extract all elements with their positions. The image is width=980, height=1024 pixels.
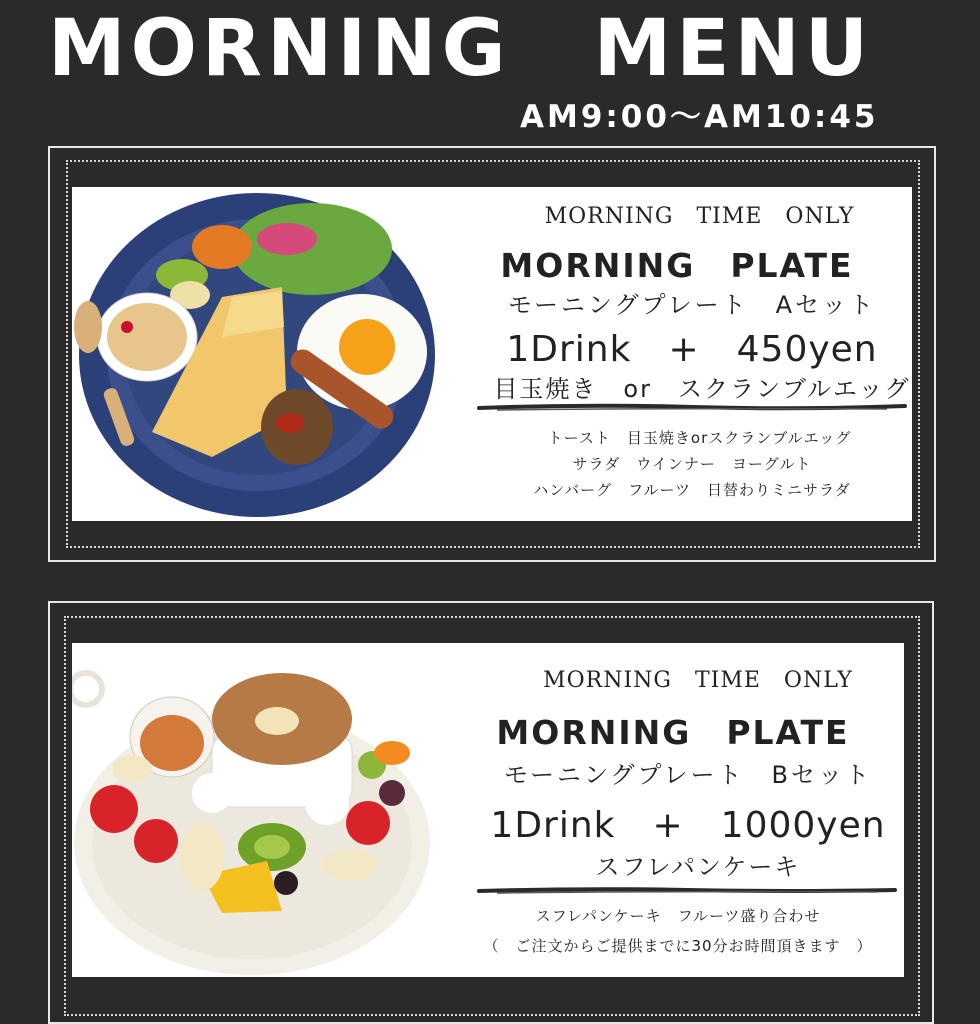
card-a: [72, 187, 912, 521]
souffle-pancake-photo: [72, 643, 432, 977]
card-b-plate-name: MORNING PLATE: [496, 713, 850, 752]
card-a-set-name: モーニングプレート Aセット: [507, 291, 877, 319]
menu-title: MORNING MENU: [48, 4, 874, 94]
card-b-detail-2: （ ご注文からご提供までに30分お時間頂きます ）: [483, 937, 873, 955]
card-b-detail-1: スフレパンケーキ フルーツ盛り合わせ: [535, 907, 821, 925]
card-b: [72, 643, 904, 977]
card-b-price: 1Drink + 1000yen: [490, 805, 886, 846]
card-a-choice: 目玉焼き or スクランブルエッグ: [493, 375, 911, 403]
brush-divider: [477, 401, 907, 413]
card-b-choice: スフレパンケーキ: [595, 853, 801, 881]
hours-label: AM9:00～AM10:45: [520, 99, 879, 135]
card-b-set-name: モーニングプレート Bセット: [503, 761, 873, 789]
card-b-tagline: MORNING TIME ONLY: [543, 668, 853, 693]
card-a-plate-name: MORNING PLATE: [500, 246, 854, 285]
card-a-detail-3: ハンバーグ フルーツ 日替わりミニサラダ: [533, 481, 851, 499]
brush-divider: [477, 884, 897, 896]
card-a-detail-1: トースト 目玉焼きorスクランブルエッグ: [547, 429, 852, 447]
card-a-tagline: MORNING TIME ONLY: [544, 204, 855, 229]
card-a-price: 1Drink + 450yen: [506, 329, 878, 370]
breakfast-plate-photo: [72, 187, 442, 521]
card-a-detail-2: サラダ ウインナー ヨーグルト: [572, 455, 812, 473]
